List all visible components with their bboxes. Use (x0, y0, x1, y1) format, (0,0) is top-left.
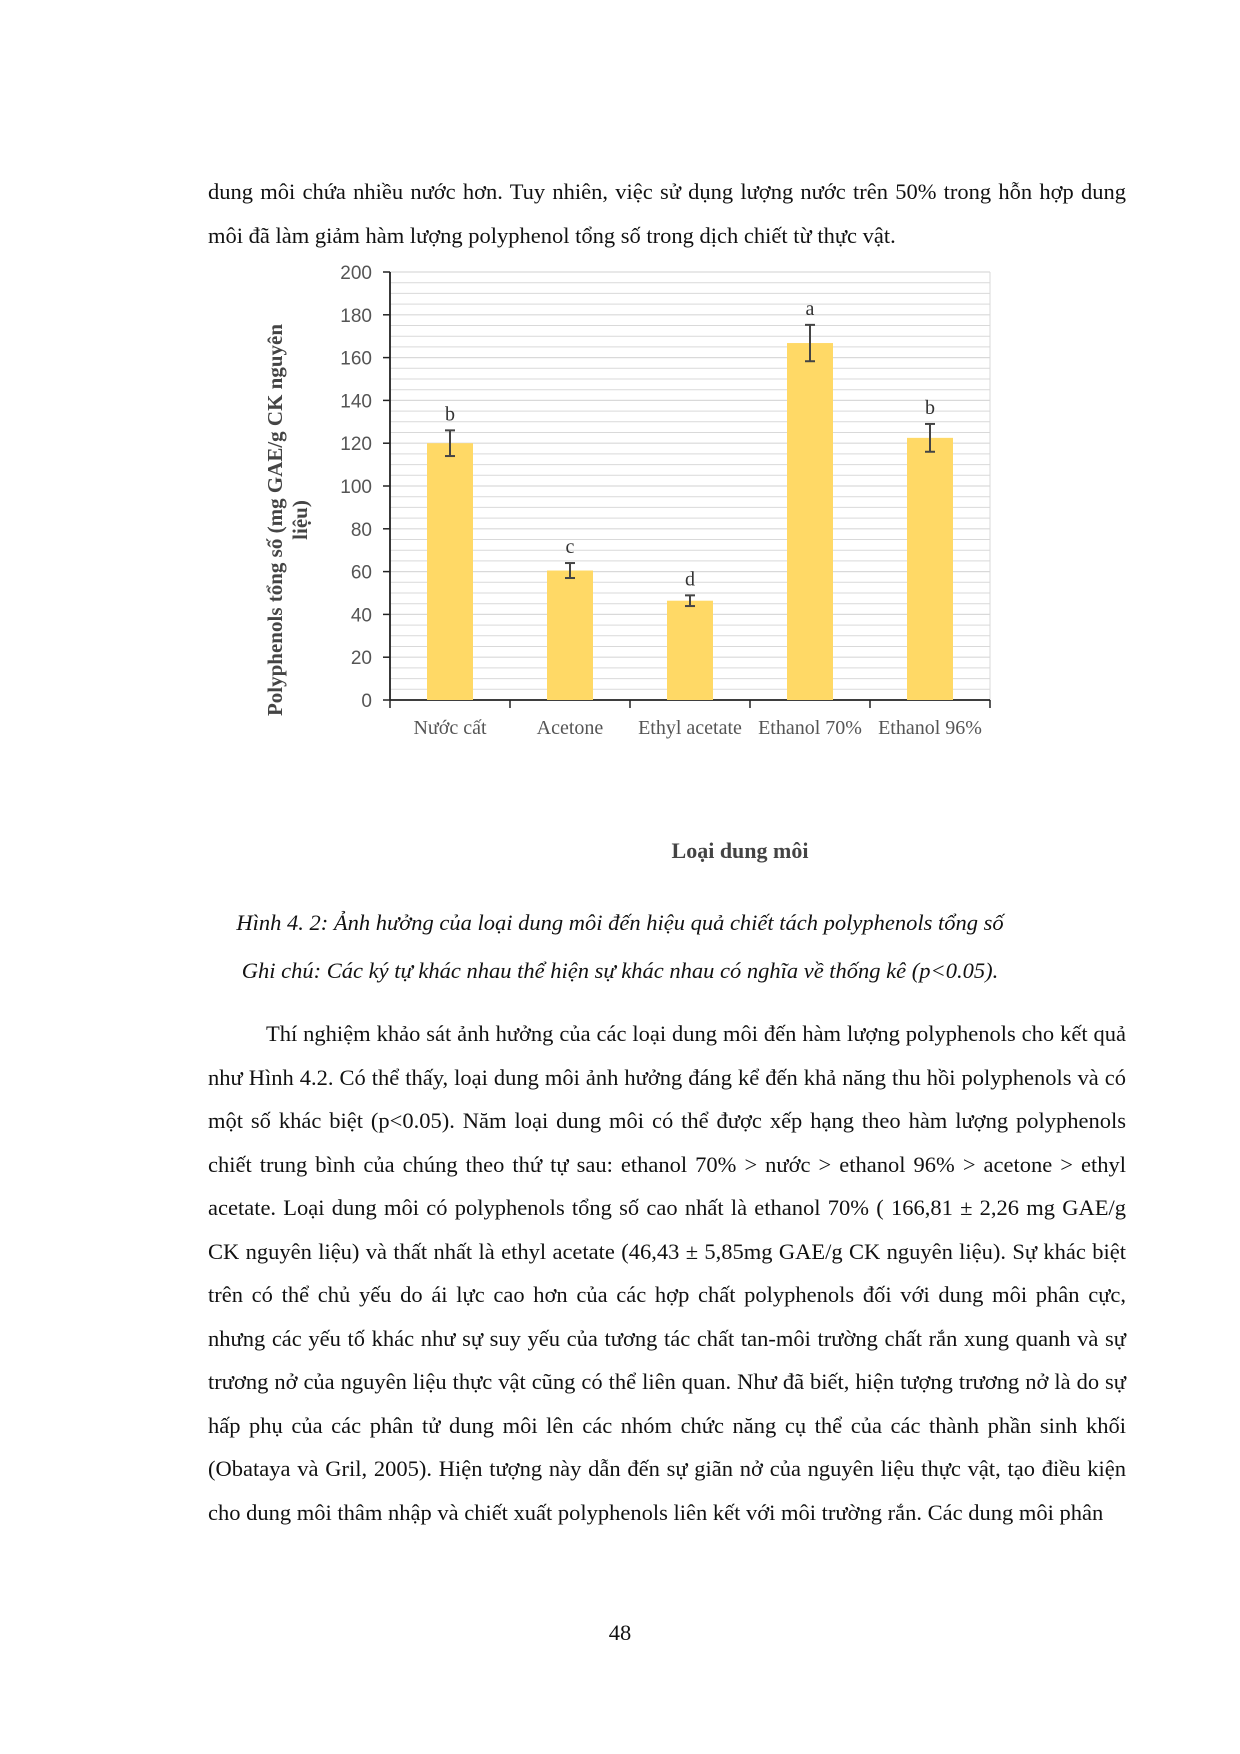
y-tick-label: 200 (340, 263, 372, 284)
bar-3 (667, 601, 713, 700)
chart-error-bars (445, 325, 935, 606)
figure-chart (250, 263, 1090, 880)
significance-letter: d (685, 568, 695, 591)
paragraph-discussion: Thí nghiệm khảo sát ảnh hưởng của các loại dung môi đến hàm lượng polyphenols cho kết quả như Hình 4.2. Có thể thấy, loại dung môi ảnh hưởng đáng kể đến khả năng thu hồi polyphenols và có một số khác biệt (p<0.05). Năm loại dung môi có thể được xếp hạng theo hàm lượng polyphenols chiết trung bình của chúng theo thứ tự sau: ethanol 70% > nước > ethanol 96% > acetone > ethyl acetate. Loại dung môi có polyphenols tổng số cao nhất là ethanol 70% ( 166,81 ± 2,26 mg GAE/g CK nguyên liệu) và thất nhất là ethyl acetate (46,43 ± 5,85mg GAE/g CK nguyên liệu). Sự khác biệt trên có thể chủ yếu do ái lực cao hơn của các hợp chất polyphenols đối với dung môi phân cực, nhưng các yếu tố khác như sự suy yếu của tương tác chất tan-môi trường chất rắn xung quanh và sự trương nở của nguyên liệu thực vật cũng có thể liên quan. Như đã biết, hiện tượng trương nở là do sự hấp phụ của các phân tử dung môi lên các nhóm chức năng cụ thể của các thành phần sinh khối (Obataya và Gril, 2005). Hiện tượng này dẫn đến sự giãn nở của nguyên liệu thực vật, tạo điều kiện cho dung môi thâm nhập và chiết xuất polyphenols liên kết với môi trường rắn. Các dung môi phân (208, 1021, 1126, 1525)
y-tick-label: 140 (340, 391, 372, 413)
y-axis-label-line1: Polyphenols tổng số (mg GAE/g CK nguyên (263, 323, 287, 717)
y-axis-label-line2: liệu) (288, 500, 312, 540)
figure-caption-title: Hình 4. 2: Ảnh hưởng của loại dung môi đến hiệu quả chiết tách polyphenols tổng số (236, 910, 1004, 935)
y-tick-label: 160 (340, 348, 372, 370)
y-tick-label: 40 (350, 605, 372, 627)
y-tick-label: 100 (340, 477, 372, 498)
y-tick-label: 20 (350, 648, 372, 670)
y-tick-label: 80 (350, 519, 372, 541)
significance-letter: a (805, 297, 815, 320)
bar-1 (427, 443, 473, 700)
chart-significance-letters (445, 298, 935, 590)
bar-4 (787, 343, 833, 700)
page-number: 48 (608, 1620, 632, 1645)
x-axis-ticks (390, 700, 990, 739)
x-tick-label: Nước cất (413, 717, 487, 739)
y-tick-label: 0 (361, 691, 372, 712)
significance-letter: b (445, 403, 455, 426)
y-axis-ticks (340, 263, 390, 712)
bar-5 (907, 438, 953, 700)
x-tick-label: Ethanol 96% (878, 717, 982, 739)
x-tick-label: Ethanol 70% (758, 717, 862, 739)
x-axis-label: Loại dung môi (671, 838, 809, 863)
figure-caption-note: Ghi chú: Các ký tự khác nhau thể hiện sự khác nhau có nghĩa về thống kê (p<0.05). (241, 958, 999, 983)
x-tick-label: Ethyl acetate (638, 717, 742, 739)
significance-letter: c (565, 536, 575, 559)
y-tick-label: 180 (340, 305, 372, 327)
bar-chart (250, 263, 1090, 880)
x-tick-label: Acetone (536, 717, 604, 739)
paragraph-intro: dung môi chứa nhiều nước hơn. Tuy nhiên, việc sử dụng lượng nước trên 50% trong hỗn hợp dung môi đã làm giảm hàm lượng polyphenol tổng số trong dịch chiết từ thực vật. (208, 179, 1126, 248)
y-tick-label: 60 (350, 562, 372, 584)
significance-letter: b (925, 396, 935, 419)
y-tick-label: 120 (340, 434, 372, 456)
bar-2 (547, 571, 593, 700)
